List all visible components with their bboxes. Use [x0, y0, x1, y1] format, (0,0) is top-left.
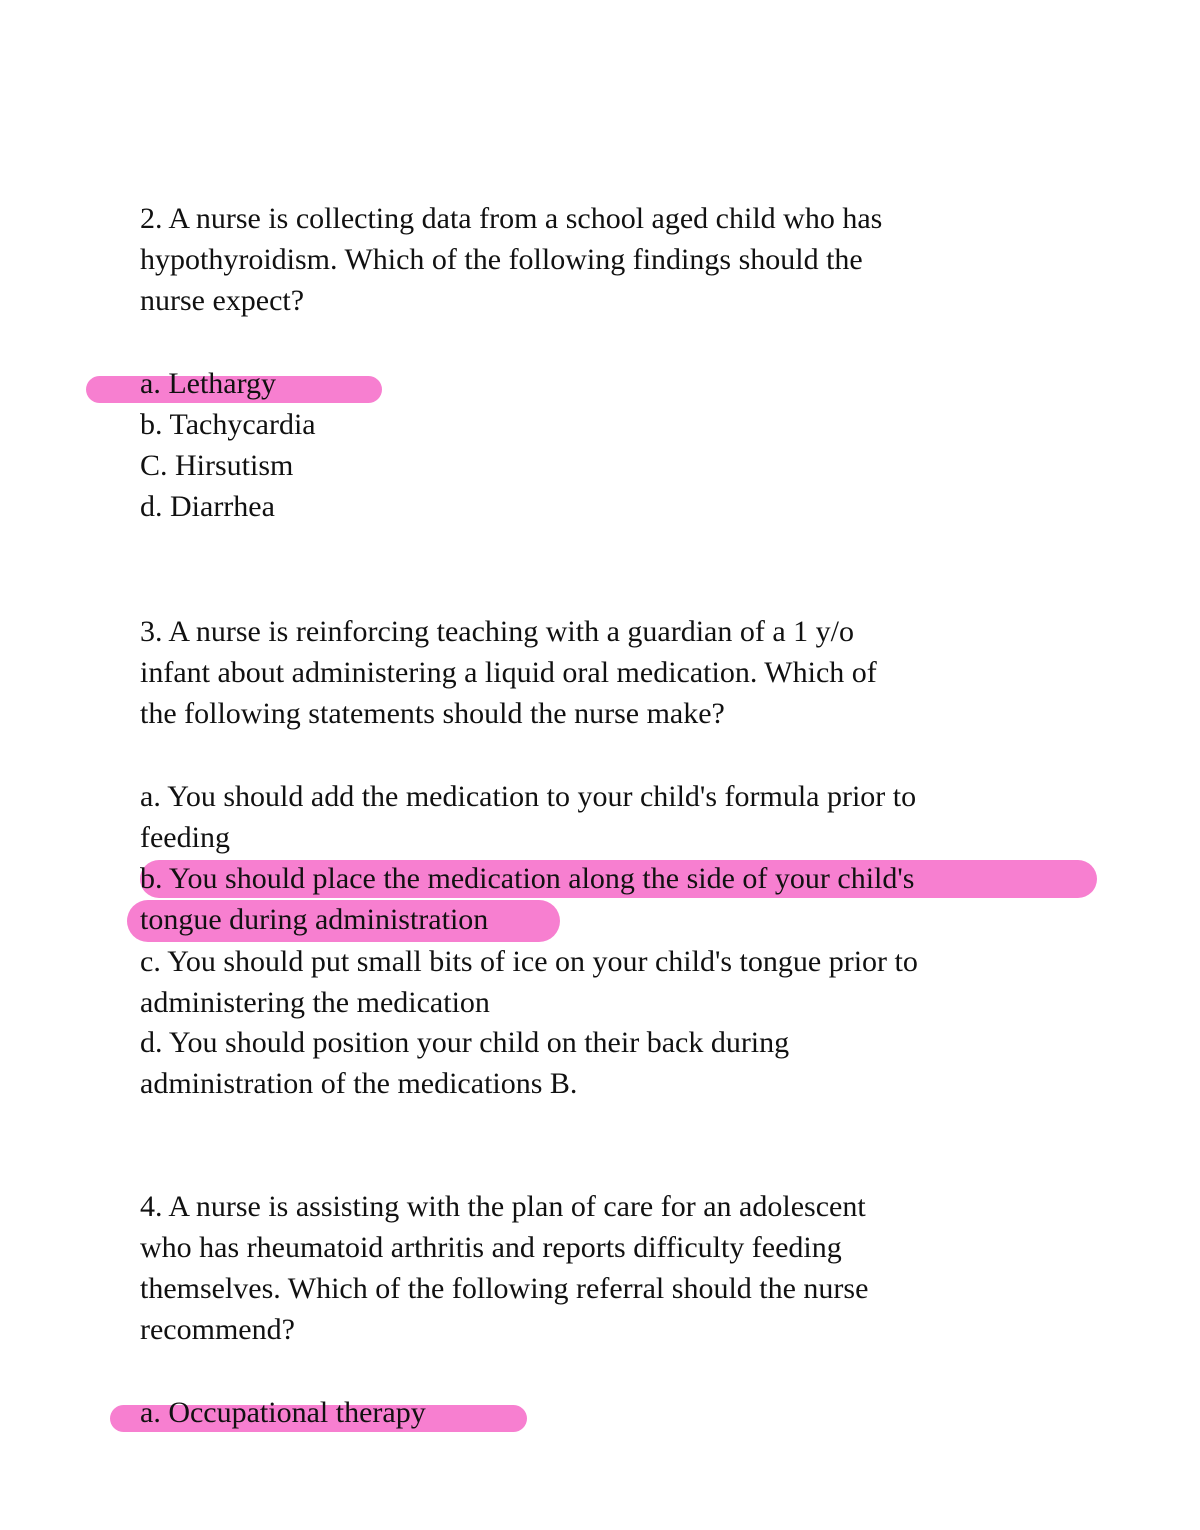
question-3-option-c: c. You should put small bits of ice on your child's tongue prior to	[140, 945, 918, 978]
question-3-option-b: b. You should place the medication along the side of your child's	[140, 862, 915, 895]
question-3-option-a-cont: feeding	[140, 821, 230, 854]
question-4-stem-line: themselves. Which of the following referral should the nurse	[140, 1272, 869, 1305]
question-2-stem-line: 2. A nurse is collecting data from a school aged child who has	[140, 202, 883, 235]
question-3-option-d-cont: administration of the medications B.	[140, 1067, 578, 1100]
question-2-stem-line: hypothyroidism. Which of the following findings should the	[140, 243, 863, 276]
question-2-option-b: b. Tachycardia	[140, 408, 316, 441]
question-2-option-d: d. Diarrhea	[140, 490, 275, 523]
question-3-option-b-cont: tongue during administration	[140, 903, 489, 936]
question-3-stem-line: 3. A nurse is reinforcing teaching with a guardian of a 1 y/o	[140, 615, 854, 648]
question-3-option-d: d. You should position your child on their back during	[140, 1026, 790, 1059]
question-2-option-c: C. Hirsutism	[140, 449, 294, 482]
question-4-stem-line: who has rheumatoid arthritis and reports difficulty feeding	[140, 1231, 842, 1264]
question-4-stem-line: 4. A nurse is assisting with the plan of care for an adolescent	[140, 1190, 866, 1223]
question-3-option-a: a. You should add the medication to your child's formula prior to	[140, 780, 917, 813]
question-4-stem-line: recommend?	[140, 1313, 295, 1346]
question-2-option-a: a. Lethargy	[140, 367, 277, 400]
question-4-option-a: a. Occupational therapy	[140, 1396, 426, 1429]
question-3-stem-line: infant about administering a liquid oral medication. Which of	[140, 656, 877, 689]
question-3-option-c-cont: administering the medication	[140, 986, 490, 1019]
question-2-stem-line: nurse expect?	[140, 284, 305, 317]
question-3-stem-line: the following statements should the nurse make?	[140, 697, 725, 730]
